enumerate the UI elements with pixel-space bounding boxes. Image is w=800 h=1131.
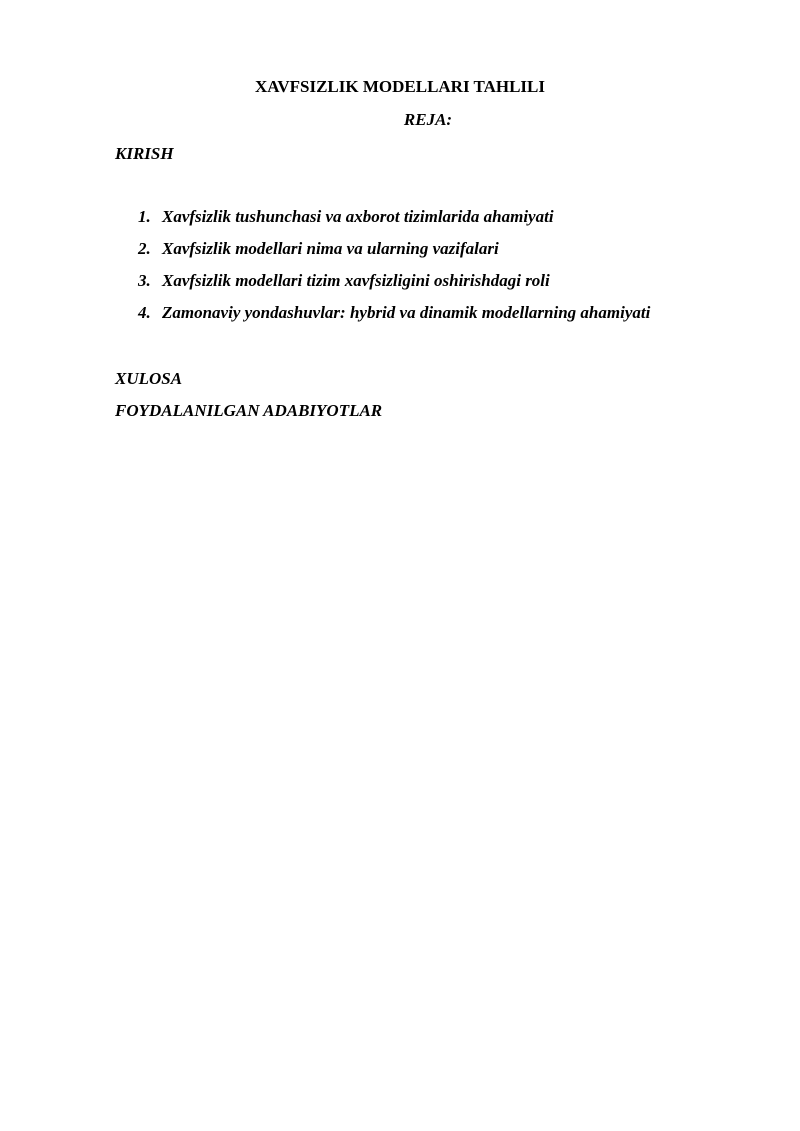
references-heading: FOYDALANILGAN ADABIYOTLAR — [115, 401, 383, 420]
plan-item-number: 2. — [138, 239, 151, 258]
document-title: XAVFSIZLIK MODELLARI TAHLILI — [254, 77, 546, 96]
plan-item-number: 3. — [138, 271, 151, 290]
plan-item — [138, 238, 650, 270]
plan-item-number: 1. — [138, 207, 151, 226]
conclusion-heading: XULOSA — [115, 369, 183, 388]
plan-list — [138, 206, 650, 334]
plan-item-text: Xavfsizlik modellari tizim xavfsizligini oshirishdagi roli — [162, 271, 550, 290]
intro-heading: KIRISH — [115, 144, 174, 163]
plan-heading: REJA: — [403, 110, 453, 129]
plan-item-text: Zamonaviy yondashuvlar: hybrid va dinamik modellarning ahamiyati — [162, 303, 651, 322]
plan-item-number: 4. — [138, 303, 151, 322]
plan-item — [138, 270, 650, 302]
plan-item-text: Xavfsizlik modellari nima va ularning vazifalari — [162, 239, 499, 258]
plan-item — [138, 302, 650, 334]
plan-item — [138, 206, 650, 238]
plan-item-text: Xavfsizlik tushunchasi va axborot tizimlarida ahamiyati — [162, 207, 554, 226]
